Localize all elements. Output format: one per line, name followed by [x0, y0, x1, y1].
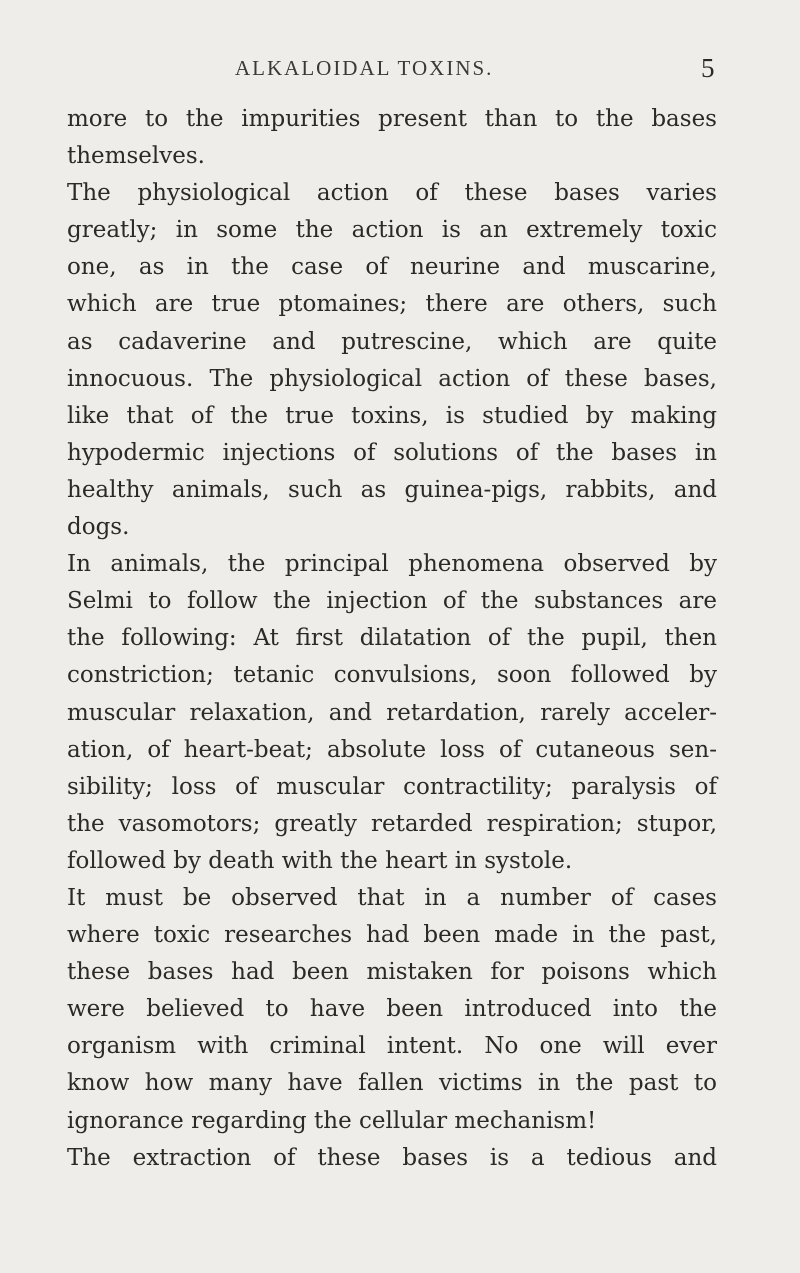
- text-line: ation, of heart-beat; absolute loss of cutaneous sen-: [67, 736, 717, 763]
- text-line: the vasomotors; greatly retarded respiration; stupor,: [67, 810, 717, 837]
- text-line: more to the impurities present than to the bases: [67, 106, 717, 132]
- text-line: constriction; tetanic convulsions, soon followed by: [67, 662, 717, 689]
- text-line: The physiological action of these bases varies: [67, 180, 717, 207]
- text-line: these bases had been mistaken for poisons which: [67, 959, 717, 986]
- text-line: Selmi to follow the injection of the substances are: [67, 588, 717, 615]
- text-line: It must be observed that in a number of cases: [67, 884, 717, 911]
- text-line: as cadaverine and putrescine, which are quite: [67, 328, 717, 355]
- running-head: [0, 53, 800, 86]
- text-line: sibility; loss of muscular contractility; paralysis of: [67, 773, 717, 800]
- text-line: ignorance regarding the cellular mechanism!: [67, 1107, 597, 1134]
- text-line: greatly; in some the action is an extremely toxic: [67, 217, 717, 244]
- text-line: healthy animals, such as guinea-pigs, rabbits, and: [67, 476, 717, 503]
- text-line: the following: At first dilatation of the pupil, then: [67, 625, 717, 652]
- text-line: where toxic researches had been made in the past,: [67, 922, 717, 949]
- text-line: followed by death with the heart in systole.: [67, 847, 573, 874]
- text-line: one, as in the case of neurine and muscarine,: [67, 254, 717, 281]
- text-line: themselves.: [67, 143, 205, 170]
- text-line: In animals, the principal phenomena observed by: [67, 551, 717, 578]
- running-title: ALKALOIDAL TOXINS.: [235, 56, 494, 80]
- body-text: [67, 101, 717, 1177]
- text-line: which are true ptomaines; there are others, such: [67, 291, 717, 318]
- text-line: organism with criminal intent. No one will ever: [67, 1033, 717, 1060]
- text-line: were believed to have been introduced into the: [67, 996, 717, 1023]
- text-line: innocuous. The physiological action of these bases,: [67, 365, 717, 392]
- text-line: know how many have fallen victims in the past to: [67, 1070, 717, 1097]
- text-line: The extraction of these bases is a tedious and: [67, 1144, 717, 1171]
- text-line: hypodermic injections of solutions of the bases in: [67, 439, 717, 466]
- text-line: muscular relaxation, and retardation, rarely acceler-: [67, 699, 717, 726]
- page-number: 5: [701, 53, 715, 83]
- text-line: dogs.: [67, 514, 130, 541]
- text-line: like that of the true toxins, is studied by making: [67, 402, 717, 429]
